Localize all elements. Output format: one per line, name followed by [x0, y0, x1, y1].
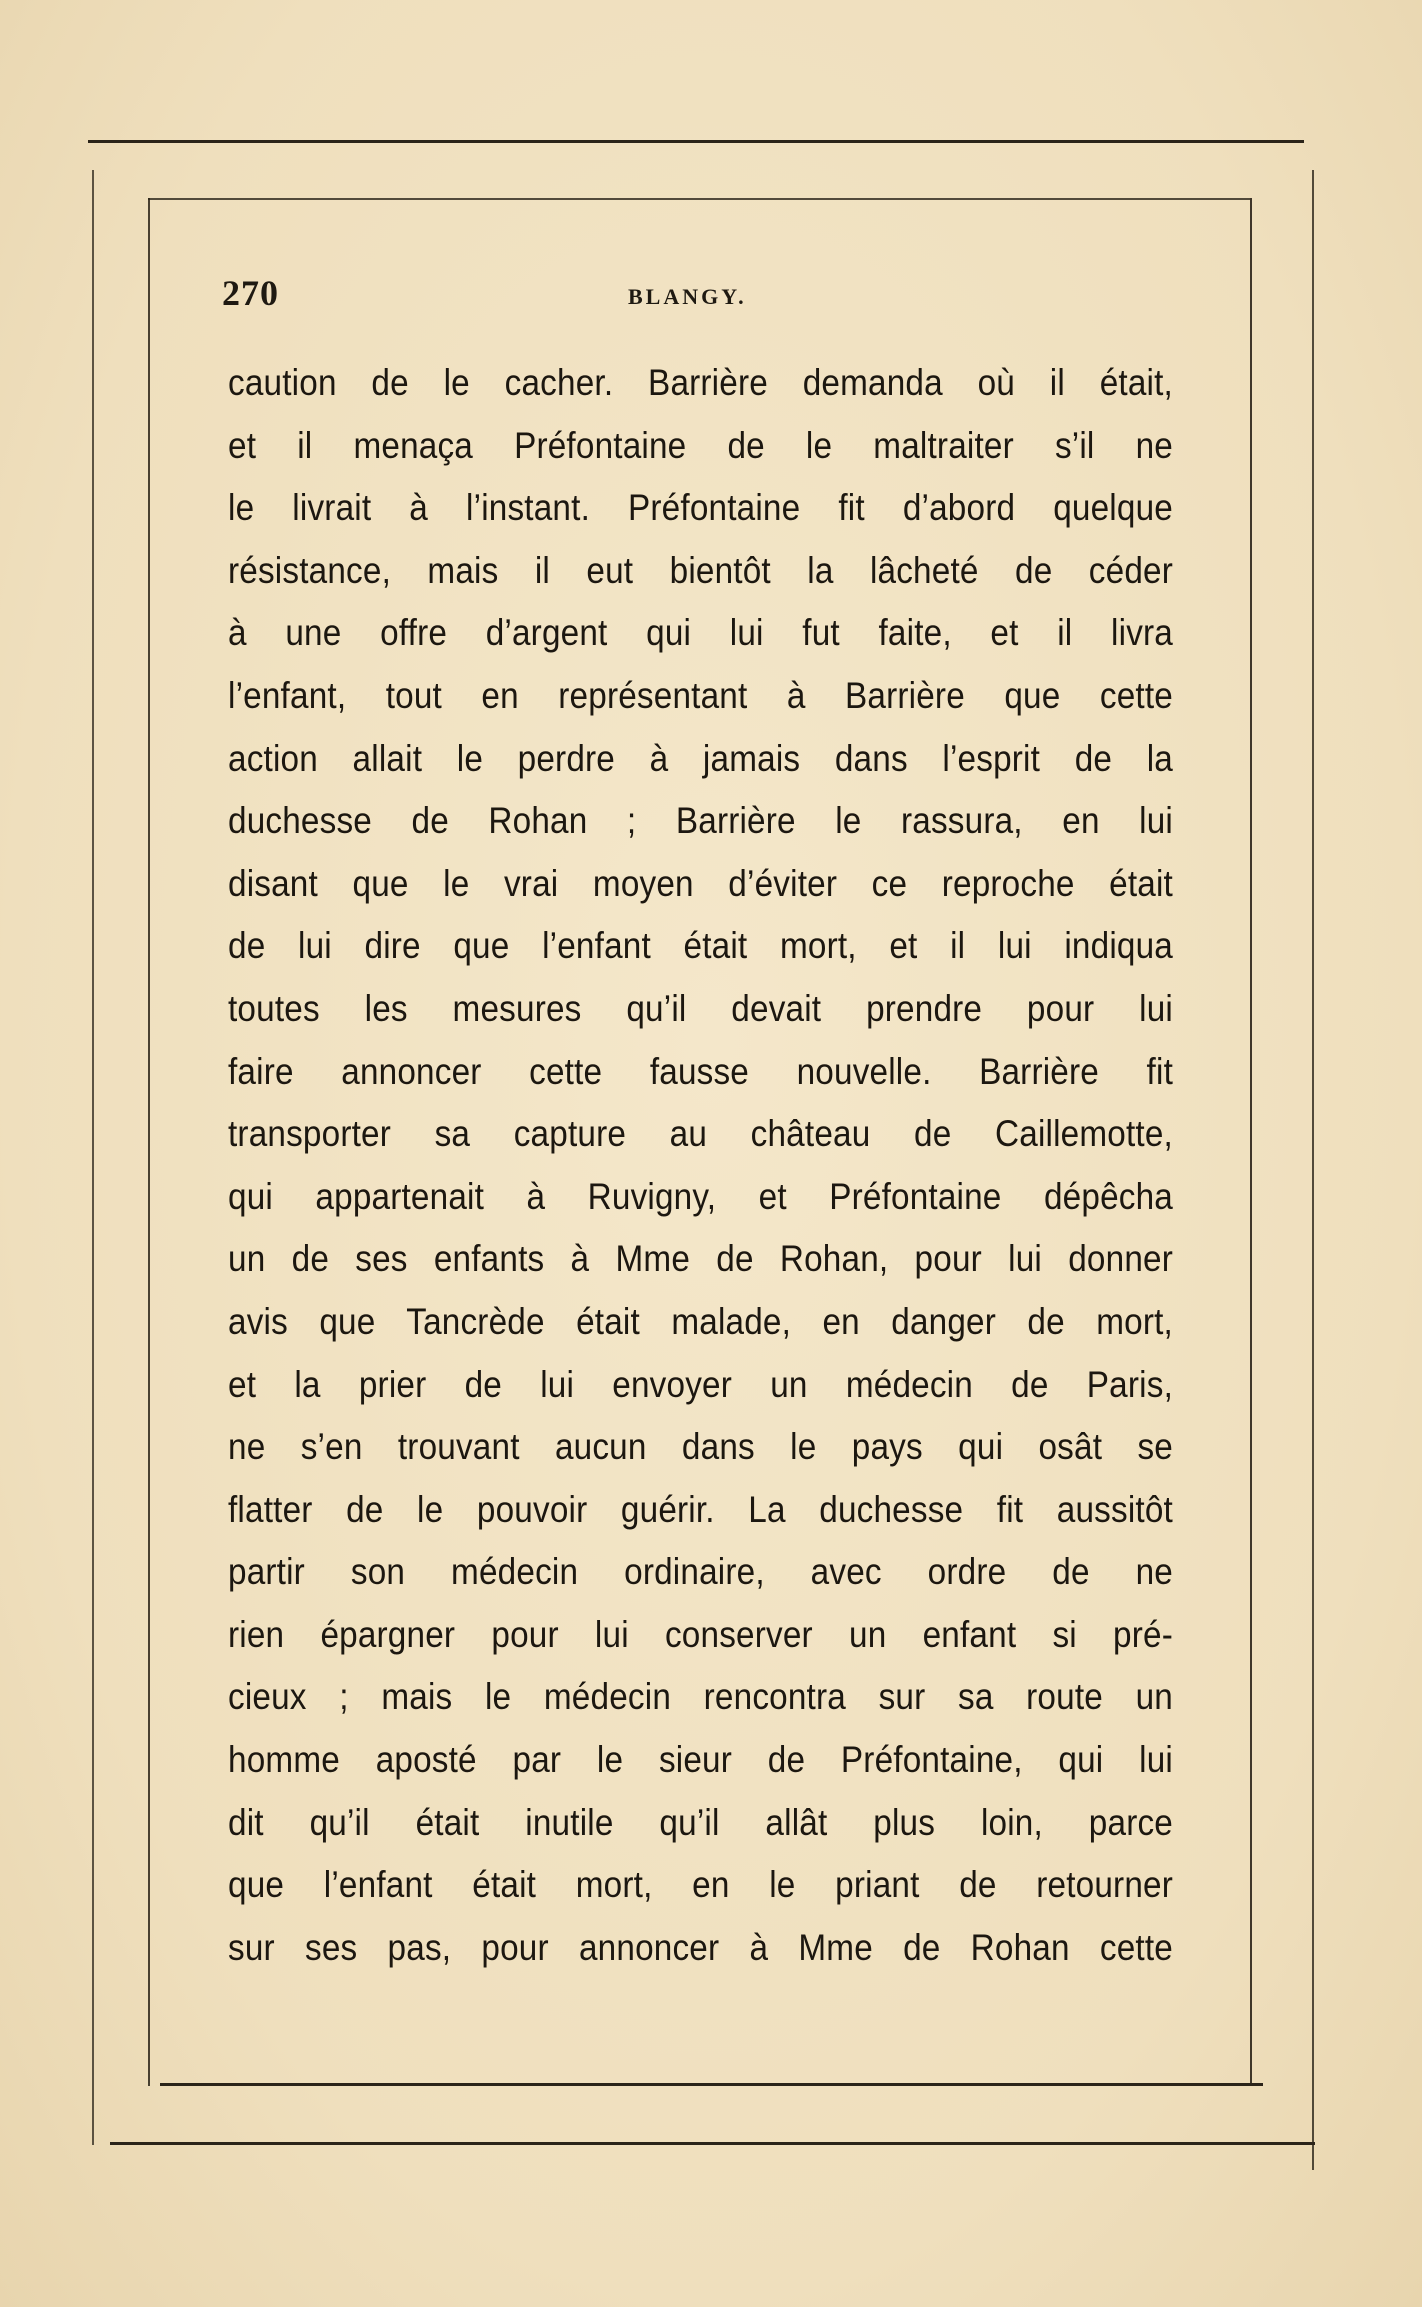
- outer-frame-top-rule: [88, 140, 1304, 143]
- inner-frame-top-rule: [148, 198, 1250, 200]
- page-number: 270: [222, 273, 279, 313]
- text-line: faire annoncer cette fausse nouvelle. Barrière fit: [228, 1050, 1173, 1092]
- text-line: disant que le vrai moyen d’éviter ce reproche était: [228, 862, 1173, 904]
- text-line: cieux ; mais le médecin rencontra sur sa route un: [228, 1676, 1173, 1718]
- inner-frame-left-rule: [148, 198, 150, 2086]
- text-line: que l’enfant était mort, en le priant de retourner: [228, 1864, 1173, 1906]
- text-line: dit qu’il était inutile qu’il allât plus loin, parce: [228, 1801, 1173, 1843]
- text-line: caution de le cacher. Barrière demanda où il était,: [228, 362, 1173, 403]
- text-line: le livrait à l’instant. Préfontaine fit d’abord quelque: [228, 487, 1173, 529]
- text-line: résistance, mais il eut bientôt la lâcheté de céder: [228, 549, 1173, 591]
- inner-frame-right-rule: [1250, 198, 1252, 2086]
- text-line: et il menaça Préfontaine de le maltraiter s’il ne: [228, 424, 1173, 466]
- text-line: avis que Tancrède était malade, en danger de mort,: [228, 1300, 1173, 1342]
- text-line: qui appartenait à Ruvigny, et Préfontaine dépêcha: [228, 1175, 1173, 1217]
- text-line: toutes les mesures qu’il devait prendre pour lui: [228, 987, 1173, 1029]
- text-line: de lui dire que l’enfant était mort, et il lui indiqua: [228, 925, 1173, 967]
- text-line: et la prier de lui envoyer un médecin de Paris,: [228, 1363, 1173, 1405]
- text-line: transporter sa capture au château de Caillemotte,: [228, 1113, 1173, 1155]
- text-line: sur ses pas, pour annoncer à Mme de Rohan cette: [228, 1926, 1173, 1968]
- text-line: duchesse de Rohan ; Barrière le rassura, en lui: [228, 800, 1173, 842]
- outer-frame-left-rule: [92, 170, 94, 2145]
- text-line: action allait le perdre à jamais dans l’esprit de la: [228, 737, 1173, 779]
- outer-frame-right-rule: [1312, 170, 1314, 2170]
- running-head: BLANGY.: [628, 284, 747, 309]
- text-line: un de ses enfants à Mme de Rohan, pour lui donner: [228, 1238, 1173, 1280]
- outer-frame-bottom-rule: [110, 2142, 1315, 2145]
- text-line: à une offre d’argent qui lui fut faite, et il livra: [228, 612, 1173, 654]
- text-line: rien épargner pour lui conserver un enfant si pré-: [228, 1613, 1173, 1655]
- body-text: [228, 352, 1174, 1979]
- text-line: flatter de le pouvoir guérir. La duchesse fit aussitôt: [228, 1488, 1173, 1530]
- text-line: ne s’en trouvant aucun dans le pays qui osât se: [228, 1426, 1173, 1468]
- text-line: partir son médecin ordinaire, avec ordre de ne: [228, 1551, 1173, 1593]
- text-line: l’enfant, tout en représentant à Barrière que cette: [228, 674, 1173, 716]
- inner-frame-bottom-rule: [160, 2083, 1263, 2086]
- page-header: [222, 272, 1182, 322]
- text-line: homme aposté par le sieur de Préfontaine, qui lui: [228, 1739, 1173, 1781]
